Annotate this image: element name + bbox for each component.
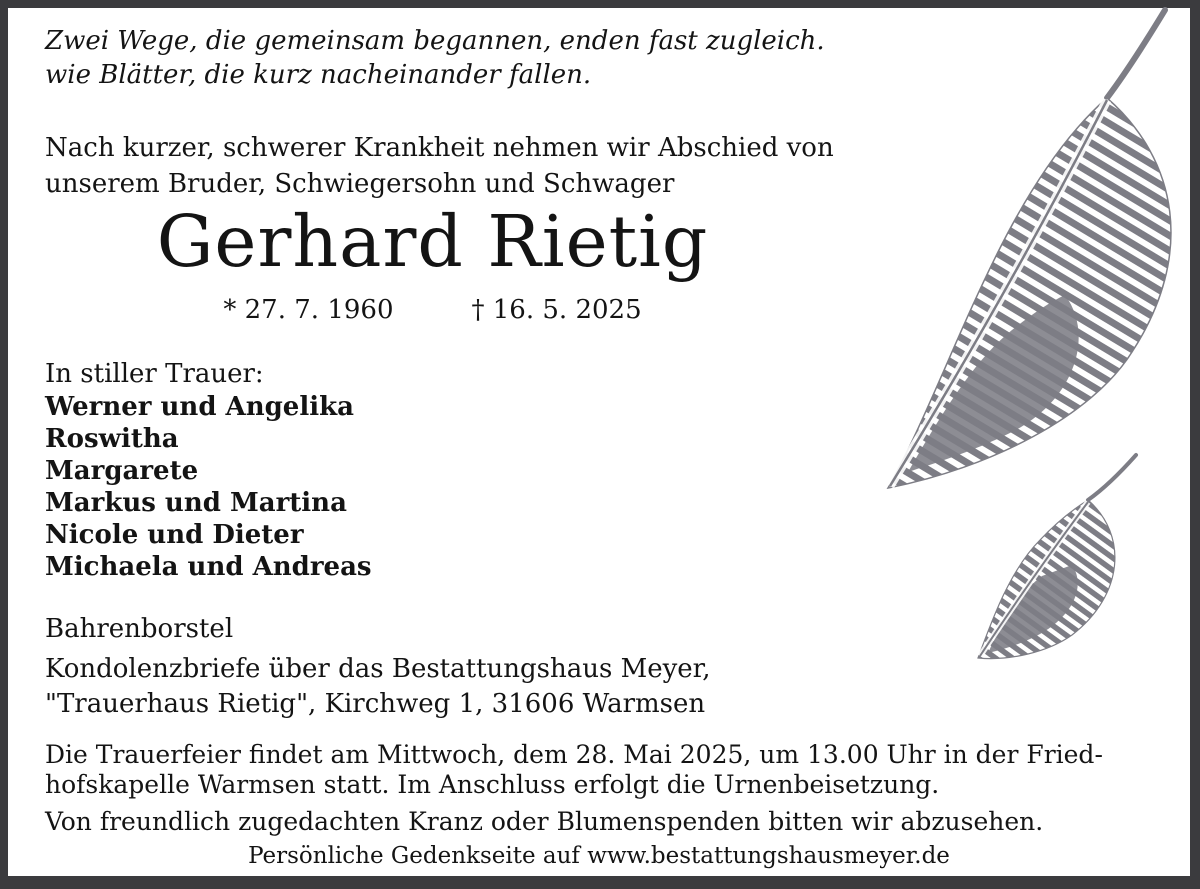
funeral-line-1: Die Trauerfeier findet am Mittwoch, dem 28. Mai 2025, um 13.00 Uhr in der Fried- [45,740,1103,769]
mourner-name: Margarete [45,456,199,486]
condolence-address [45,652,711,722]
mourner-name: Nicole und Dieter [45,520,304,550]
leaf-illustrations [860,0,1200,700]
condolence-line-2: "Trauerhaus Rietig", Kirchweg 1, 31606 Warmsen [45,689,706,719]
mourner-name: Michaela und Andreas [45,552,372,582]
verse-line-1: Zwei Wege, die gemeinsam begannen, enden fast zugleich. [45,26,825,56]
mourner-name: Markus und Martina [45,488,347,518]
funeral-line-2: hofskapelle Warmsen statt. Im Anschluss erfolgt die Urnenbeisetzung. [45,770,940,799]
opening-verse [45,24,825,92]
flowers-note: Von freundlich zugedachten Kranz oder Blumenspenden bitten wir abzusehen. [45,807,1044,836]
deceased-name-block [45,200,820,283]
mourners-list [45,391,372,583]
deceased-name: Gerhard Rietig [156,200,709,283]
verse-line-2: wie Blätter, die kurz nacheinander fallen. [45,60,592,90]
birth-date: * 27. 7. 1960 [223,295,394,325]
death-date: † 16. 5. 2025 [471,295,642,325]
mourning-label: In stiller Trauer: [45,359,264,389]
memorial-site-note: Persönliche Gedenkseite auf www.bestattungshausmeyer.de [248,843,950,869]
intro-line-1: Nach kurzer, schwerer Krankheit nehmen wir Abschied von [45,133,834,163]
life-dates [45,294,820,326]
small-leaf-illustration [978,455,1136,659]
mourner-name: Werner und Angelika [45,392,354,422]
place-name: Bahrenborstel [45,614,234,644]
large-leaf-illustration [888,10,1171,488]
condolence-line-1: Kondolenzbriefe über das Bestattungshaus Meyer, [45,654,711,684]
funeral-info [45,740,1103,800]
intro-text [45,130,834,202]
mourner-name: Roswitha [45,424,179,454]
intro-line-2: unserem Bruder, Schwiegersohn und Schwager [45,169,675,199]
